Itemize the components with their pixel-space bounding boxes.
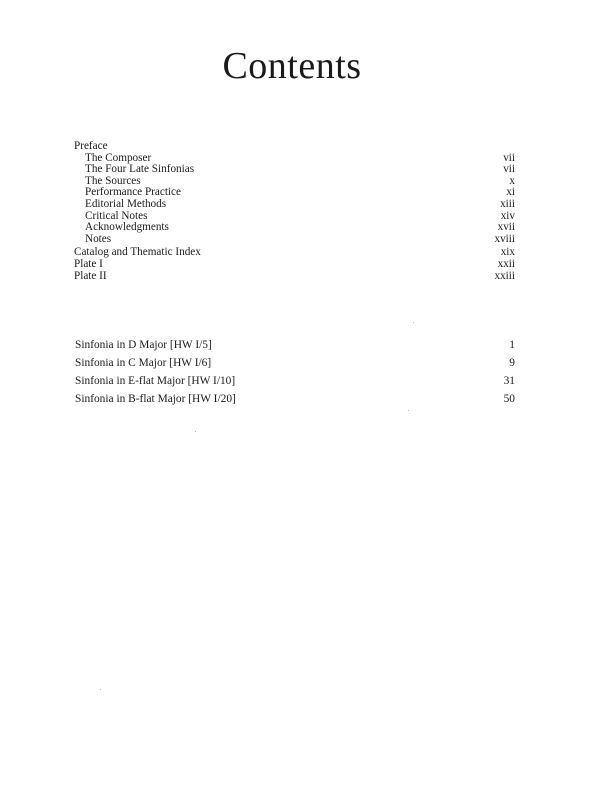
work-entry-page: 9 xyxy=(509,357,515,369)
scan-speck xyxy=(413,322,414,323)
toc-entry-page: vii xyxy=(503,163,515,176)
scan-speck xyxy=(100,689,101,690)
work-entry-sinfonia-b-flat-major xyxy=(75,390,515,408)
toc-entry-acknowledgments xyxy=(74,222,515,234)
page-title: Contents xyxy=(222,45,362,87)
work-entry-label: Sinfonia in D Major [HW I/5] xyxy=(75,339,212,351)
toc-entry-page: xi xyxy=(506,186,515,199)
toc-entry-page: xxii xyxy=(497,257,515,270)
toc-entry-page: xiv xyxy=(500,209,515,222)
toc-entry-label: Preface xyxy=(74,140,108,152)
work-entry-label: Sinfonia in E-flat Major [HW I/10] xyxy=(75,375,236,387)
toc-entry-label: Notes xyxy=(85,232,112,245)
work-entry-label: Sinfonia in C Major [HW I/6] xyxy=(75,357,212,369)
scan-speck xyxy=(195,431,196,432)
work-entry-page: 1 xyxy=(509,339,515,351)
front-matter-list xyxy=(74,141,515,282)
work-entry-label: Sinfonia in B-flat Major [HW I/20] xyxy=(75,393,236,405)
toc-entry-page: vii xyxy=(503,151,515,164)
toc-entry-page: xviii xyxy=(494,232,515,245)
work-entry-sinfonia-d-major xyxy=(75,336,515,354)
work-entry-sinfonia-e-flat-major xyxy=(75,372,515,390)
toc-entry-label: Performance Practice xyxy=(85,186,181,199)
work-entry-sinfonia-c-major xyxy=(75,354,515,372)
toc-entry-label: The Composer xyxy=(85,151,152,164)
toc-entry-page: xiii xyxy=(500,197,515,210)
toc-entry-plate-ii xyxy=(74,271,515,283)
toc-entry-catalog-thematic-index xyxy=(74,247,515,259)
toc-entry-label: Catalog and Thematic Index xyxy=(74,246,201,259)
scan-speck xyxy=(408,410,409,411)
toc-entry-editorial-methods xyxy=(74,199,515,211)
work-entry-page: 50 xyxy=(503,393,515,405)
toc-entry-label: Plate II xyxy=(74,269,107,282)
toc-entry-page: xvii xyxy=(497,221,515,234)
toc-entry-notes xyxy=(74,234,515,246)
toc-entry-label: Critical Notes xyxy=(85,209,148,222)
toc-entry-label: The Sources xyxy=(85,174,141,187)
works-list xyxy=(75,336,515,408)
work-entry-page: 31 xyxy=(503,375,515,387)
toc-entry-page: xix xyxy=(500,246,515,259)
toc-entry-preface xyxy=(74,141,515,153)
toc-entry-page: x xyxy=(509,174,515,187)
toc-entry-label: Editorial Methods xyxy=(85,197,167,210)
toc-entry-label: Acknowledgments xyxy=(85,221,169,234)
toc-entry-page: xxiii xyxy=(494,269,515,282)
toc-entry-label: Plate I xyxy=(74,257,103,270)
toc-entry-plate-i xyxy=(74,259,515,271)
toc-entry-label: The Four Late Sinfonias xyxy=(85,163,195,176)
